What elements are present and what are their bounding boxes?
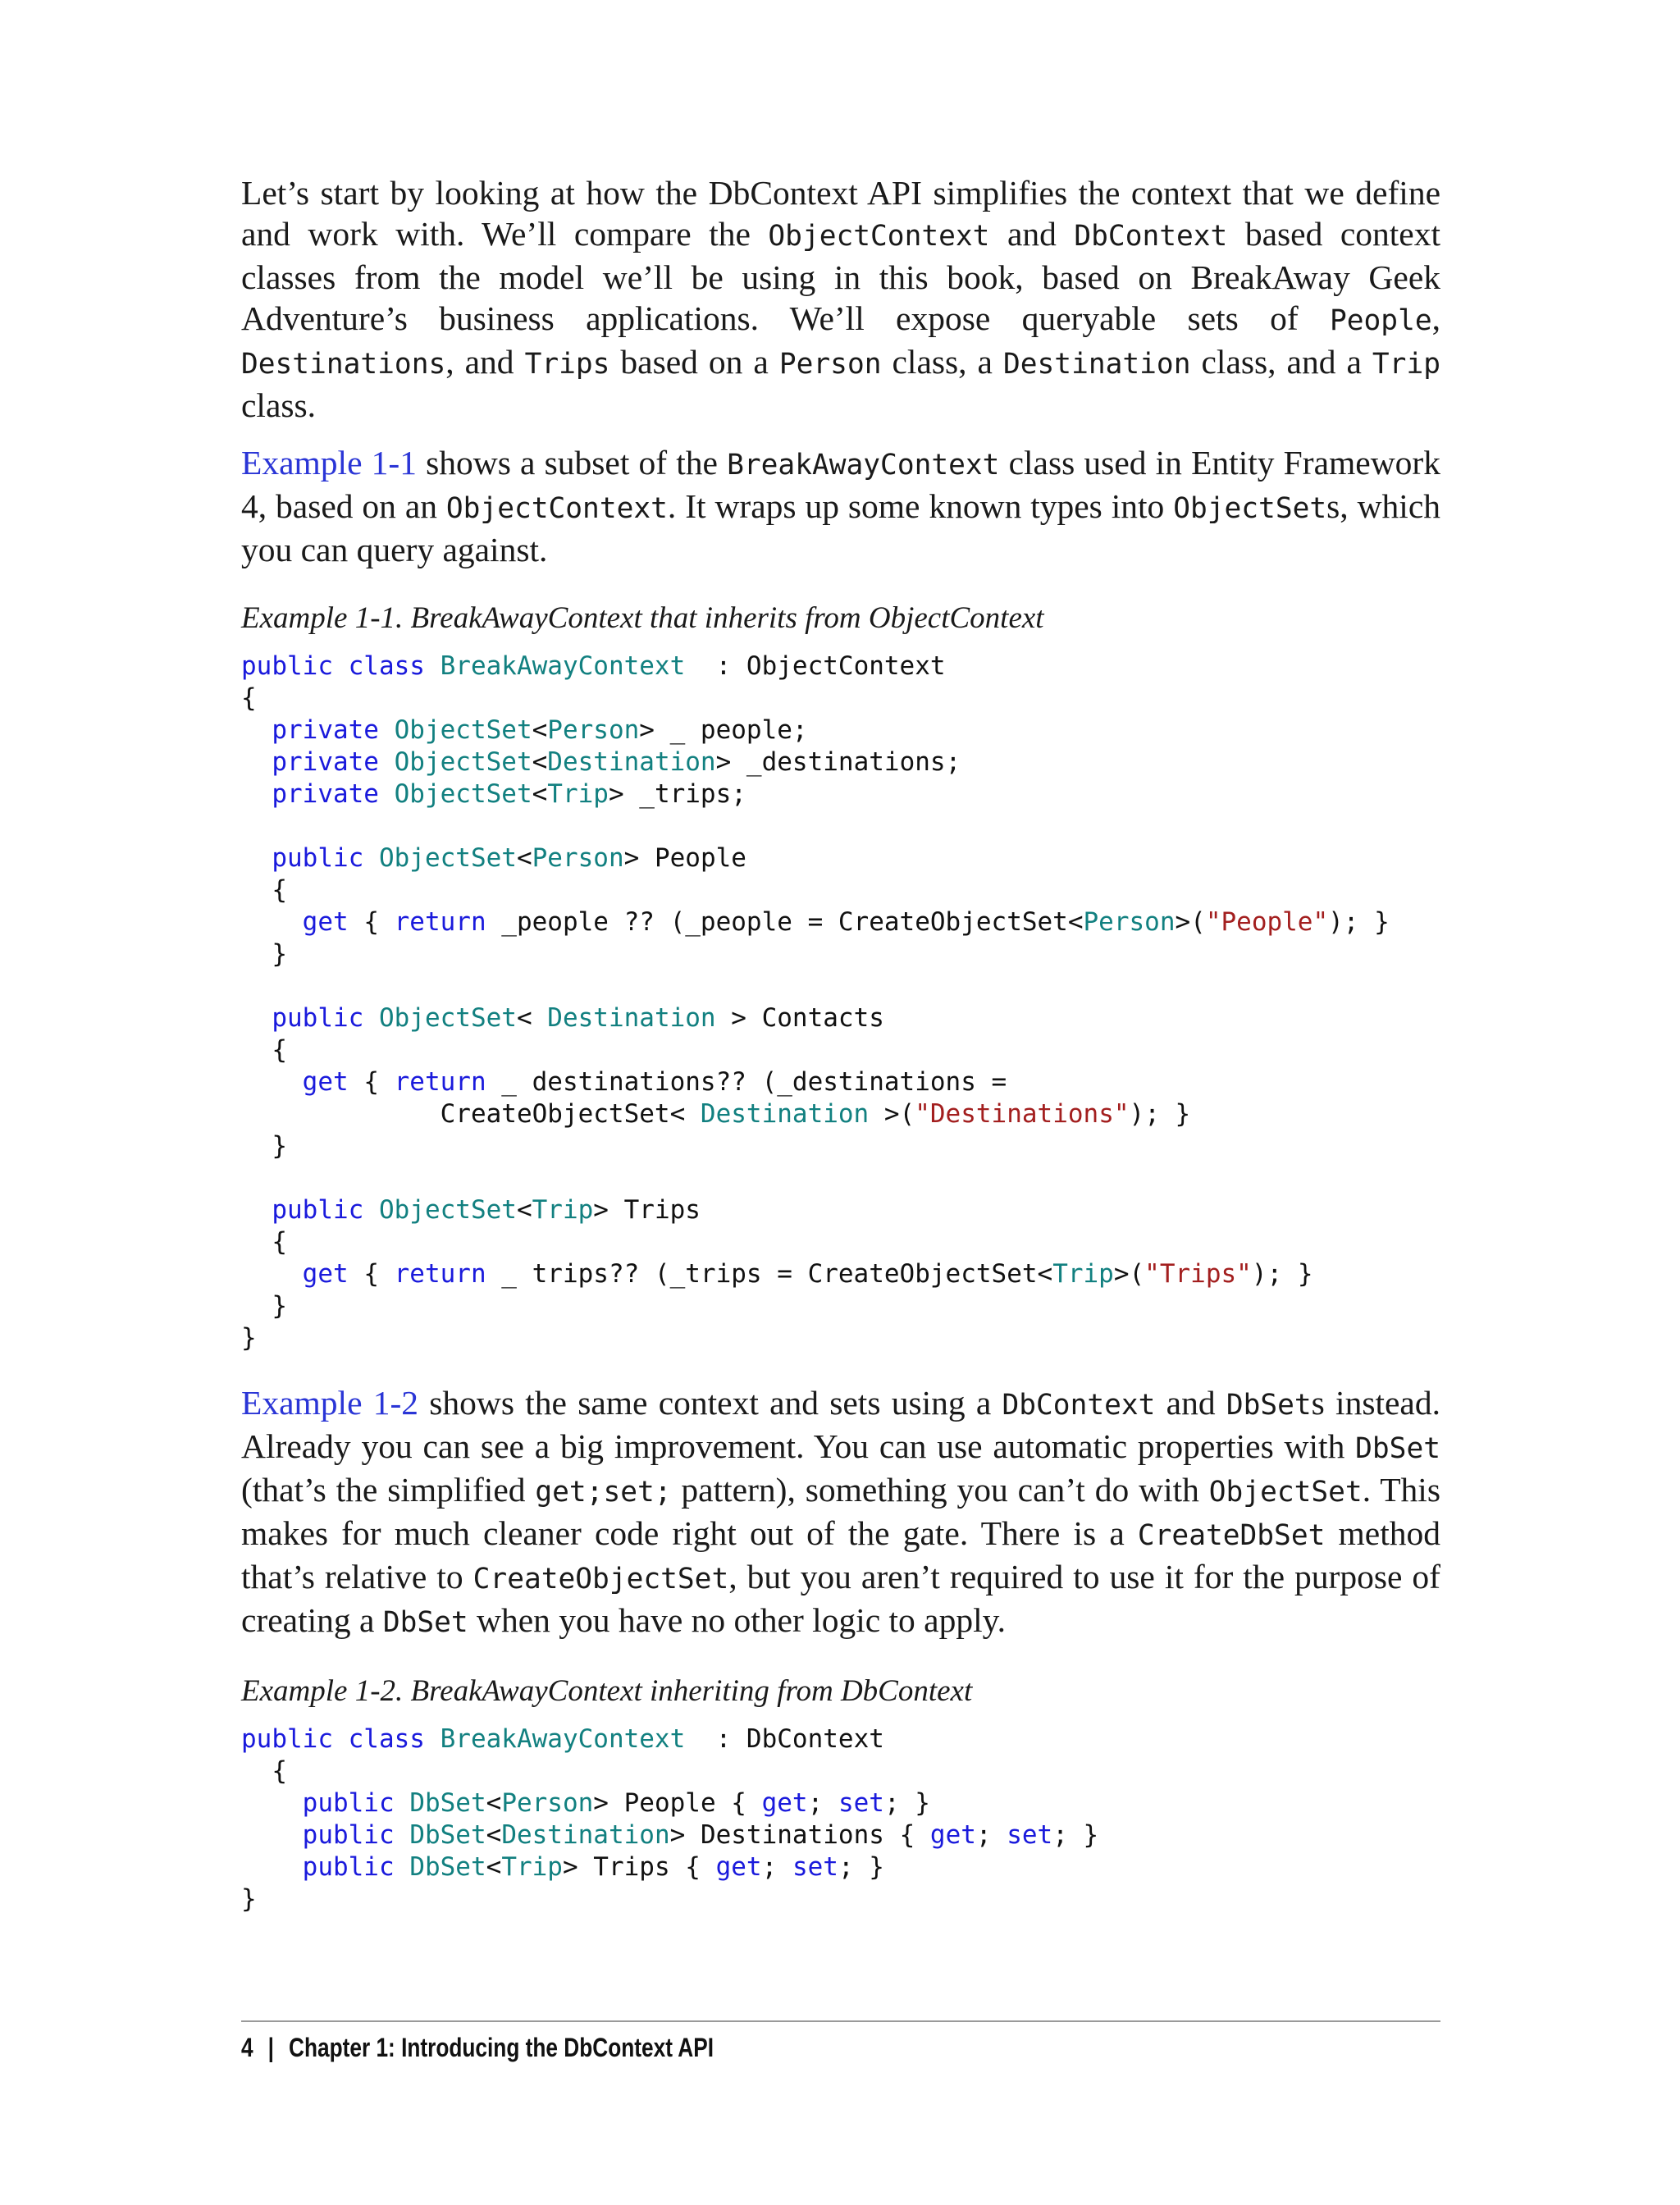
code-line — [241, 779, 746, 809]
code-token: } — [241, 1131, 287, 1161]
code-line — [241, 651, 946, 681]
code-token: set — [792, 1852, 838, 1882]
page-number: 4 — [241, 2033, 253, 2062]
code-line — [241, 1003, 884, 1033]
example-1-1-link[interactable]: Example 1-1 — [241, 444, 417, 482]
code-token: BreakAwayContext — [440, 1724, 686, 1754]
code-token: < — [532, 779, 548, 809]
code-token: ; } — [838, 1852, 884, 1882]
code-token: get — [241, 1067, 364, 1097]
code-token: set — [838, 1788, 884, 1818]
code-token: { — [363, 1259, 395, 1289]
code-token: > _destinations; — [715, 747, 961, 777]
code-line — [241, 1884, 257, 1914]
code-line — [241, 715, 808, 745]
code-token: private — [241, 779, 395, 809]
code-token: > Contacts — [715, 1003, 884, 1033]
code-token: CreateObjectSet< — [241, 1099, 701, 1129]
code-line — [241, 747, 961, 777]
code-token: ObjectSet — [394, 779, 532, 809]
example-1-2-description: Example 1-2 shows the same context and sets using a DbContext and DbSets instead. Already you can see a big improvement. You can use automatic properties with DbSet (that’s the simplified get;set; pattern), something you can’t do with ObjectSet. This makes for much cleaner code right out of the gate. There is a CreateDbSet method that’s relative to CreateObjectSet, but you aren’t required to use it for the purpose of creating a DbSet when you have no other logic to apply. — [241, 1384, 1440, 1639]
code-token: _people ?? (_people = CreateObjectSet< — [501, 907, 1084, 937]
code-token: "Destinations" — [915, 1099, 1130, 1129]
code-token: get — [241, 907, 364, 937]
code-token: return — [394, 907, 502, 937]
code-token: public class — [241, 1724, 441, 1754]
code-token: _ destinations?? (_destinations = — [501, 1067, 1007, 1097]
example-1-1-caption: Example 1-1. BreakAwayContext that inherits from ObjectContext — [241, 601, 1044, 635]
code-line — [241, 1227, 287, 1257]
code-token: public — [241, 1003, 379, 1033]
code-token: < — [532, 747, 548, 777]
code-token: Person — [1083, 907, 1176, 937]
code-token: >( — [1175, 907, 1206, 937]
code-token: Trip — [1052, 1259, 1114, 1289]
code-line — [241, 683, 257, 713]
code-line — [241, 1067, 1007, 1097]
code-token: "Trips" — [1144, 1259, 1252, 1289]
code-token: DbSet — [409, 1788, 486, 1818]
code-line — [241, 1131, 287, 1161]
code-token: ObjectSet — [394, 747, 532, 777]
code-token: > People { — [593, 1788, 762, 1818]
code-token: Destination — [501, 1820, 670, 1850]
code-token: < — [486, 1852, 502, 1882]
code-token: get — [241, 1259, 364, 1289]
code-token: return — [394, 1067, 502, 1097]
footer-rule — [241, 2020, 1440, 2022]
code-line — [241, 1820, 1098, 1850]
example-1-2-code — [241, 1723, 1440, 1915]
code-token: > Trips — [593, 1195, 701, 1225]
page-footer — [241, 2031, 714, 2064]
chapter-title: Chapter 1: Introducing the DbContext API — [289, 2033, 714, 2062]
code-token: public class — [241, 651, 441, 681]
code-token: Destination — [547, 1003, 716, 1033]
code-token: Person — [532, 843, 624, 873]
code-line — [241, 1099, 1190, 1129]
code-token: DbSet — [409, 1852, 486, 1882]
code-token: >( — [1113, 1259, 1145, 1289]
code-line — [241, 1724, 884, 1754]
code-token: } — [241, 939, 287, 969]
code-token: ; } — [1052, 1820, 1099, 1850]
example-1-1-description: Example 1-1 shows a subset of the BreakAwayContext class used in Entity Framework 4, based on an ObjectContext. It wraps up some known types into ObjectSets, which you can query against. — [241, 444, 1440, 568]
code-token: { — [241, 1756, 287, 1786]
code-token: "People" — [1205, 907, 1329, 937]
code-token: { — [241, 875, 287, 905]
code-token: } — [241, 1884, 257, 1914]
code-line — [241, 939, 287, 969]
example-1-2-caption: Example 1-2. BreakAwayContext inheriting from DbContext — [241, 1674, 973, 1708]
code-token: Trip — [532, 1195, 594, 1225]
code-token: ObjectSet — [378, 1003, 517, 1033]
code-line — [241, 1852, 884, 1882]
code-line — [241, 875, 287, 905]
code-token: Trip — [501, 1852, 563, 1882]
code-token: < — [532, 715, 548, 745]
code-token: public — [241, 1195, 379, 1225]
code-token: Destination — [547, 747, 716, 777]
code-token: set — [1007, 1820, 1053, 1850]
code-token: DbSet — [409, 1820, 486, 1850]
code-token: Person — [501, 1788, 594, 1818]
code-line — [241, 1756, 287, 1786]
code-token: > People — [623, 843, 746, 873]
code-token: private — [241, 715, 395, 745]
code-line — [241, 843, 746, 873]
code-token: < — [516, 843, 532, 873]
footer-separator: | — [267, 2033, 274, 2062]
code-line — [241, 1323, 257, 1353]
code-token: ); } — [1328, 907, 1390, 937]
code-token: ObjectSet — [378, 843, 517, 873]
code-token: Destination — [700, 1099, 870, 1129]
code-token: get — [715, 1852, 762, 1882]
code-token: { — [363, 907, 395, 937]
code-token: } — [241, 1291, 287, 1321]
intro-paragraph: Let’s start by looking at how the DbContext API simplifies the context that we define and work with. We’ll compare the ObjectContext and DbContext based context classes from the model we’ll be using in this book, based on BreakAway Geek Adventure’s business applications. We’ll expose queryable sets of People, Destinations, and Trips based on a Person class, a Destination class, and a Trip class. — [241, 174, 1440, 424]
code-token: ; — [807, 1788, 838, 1818]
code-token: < — [516, 1195, 532, 1225]
code-token: < — [486, 1788, 502, 1818]
code-token: >( — [869, 1099, 915, 1129]
code-token: } — [241, 1323, 257, 1353]
code-token: < — [486, 1820, 502, 1850]
code-token: public — [241, 1820, 410, 1850]
code-token: > Destinations { — [669, 1820, 930, 1850]
code-token: ; — [761, 1852, 792, 1882]
code-token: { — [241, 1035, 287, 1065]
code-token: public — [241, 1788, 410, 1818]
code-token: public — [241, 843, 379, 873]
example-1-2-link[interactable]: Example 1-2 — [241, 1384, 419, 1422]
code-line — [241, 1195, 701, 1225]
code-token: _ trips?? (_trips = CreateObjectSet< — [501, 1259, 1053, 1289]
code-token: BreakAwayContext — [440, 651, 686, 681]
code-token: { — [241, 683, 257, 713]
code-token: > _ people; — [639, 715, 808, 745]
code-token: ); } — [1251, 1259, 1313, 1289]
code-line — [241, 1788, 930, 1818]
code-token: Trip — [547, 779, 609, 809]
code-token: ; } — [883, 1788, 930, 1818]
code-token: ObjectSet — [394, 715, 532, 745]
code-token: ; — [975, 1820, 1007, 1850]
code-line — [241, 1035, 287, 1065]
code-token: public — [241, 1852, 410, 1882]
code-token: { — [241, 1227, 287, 1257]
code-token: < — [516, 1003, 548, 1033]
code-token: return — [394, 1259, 502, 1289]
code-token: : DbContext — [685, 1724, 884, 1754]
code-token: > Trips { — [562, 1852, 716, 1882]
code-line — [241, 907, 1390, 937]
code-token: get — [761, 1788, 808, 1818]
code-token: private — [241, 747, 395, 777]
code-token: Person — [547, 715, 640, 745]
code-token: : ObjectContext — [685, 651, 946, 681]
code-token: > _trips; — [608, 779, 746, 809]
code-token: { — [363, 1067, 395, 1097]
code-token: ); } — [1129, 1099, 1191, 1129]
code-line — [241, 1259, 1312, 1289]
code-token: get — [929, 1820, 976, 1850]
code-line — [241, 1291, 287, 1321]
page-content — [241, 172, 1440, 1943]
code-token: ObjectSet — [378, 1195, 517, 1225]
example-1-1-code — [241, 651, 1440, 1354]
